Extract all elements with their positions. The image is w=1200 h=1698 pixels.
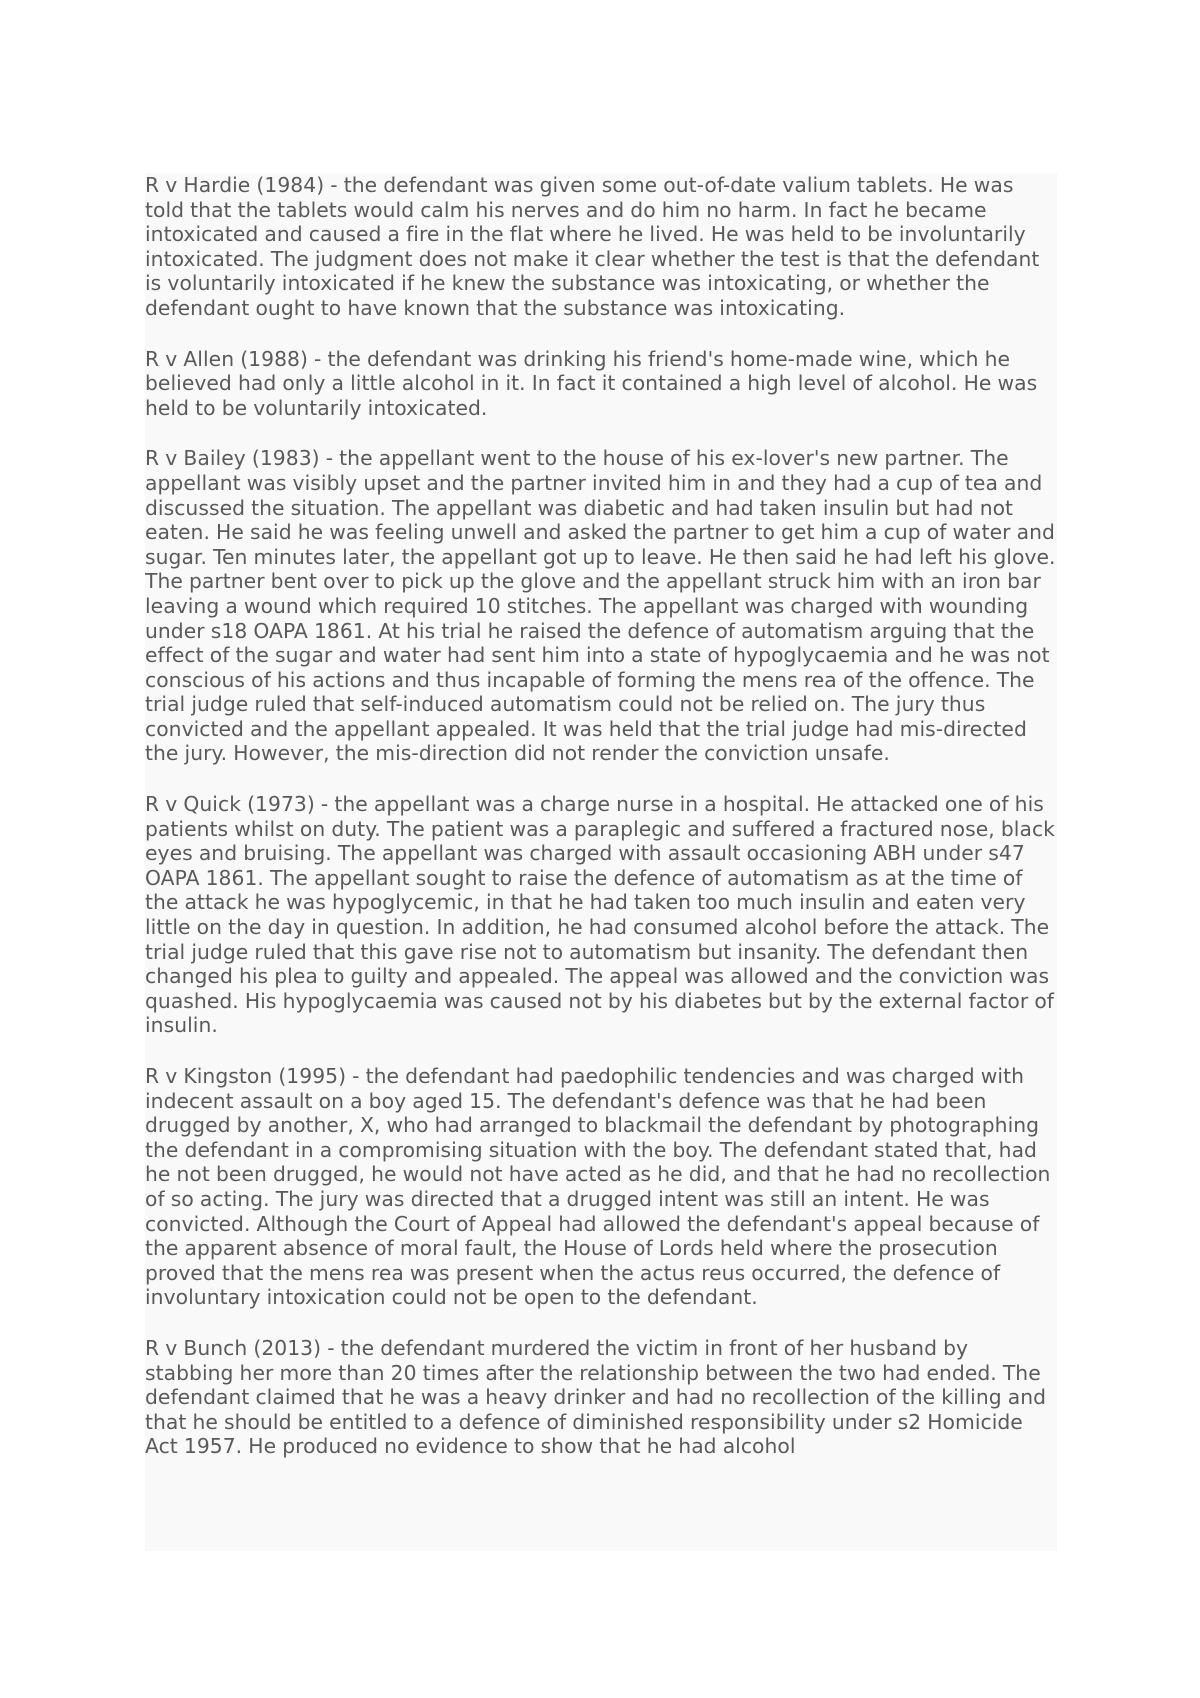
case-paragraph-bailey: R v Bailey (1983) - the appellant went to the house of his ex-lover's new partner. The appellant was visibly upset and the partner invited him in and they had a cup of tea and discussed the situation. The appellant was diabetic and had taken insulin but had not eaten. He said he was feeling unwell and asked the partner to get him a cup of water and sugar. Ten minutes later, the appellant got up to leave. He then said he had left his glove. The partner bent over to pick up the glove and the appellant struck him with an iron bar leaving a wound which required 10 stitches. The appellant was charged with wounding under s18 OAPA 1861. At his trial he raised the defence of automatism arguing that the effect of the sugar and water had sent him into a state of hypoglycaemia and he was not conscious of his actions and thus incapable of forming the mens rea of the offence. The trial judge ruled that self-induced automatism could not be relied on. The jury thus convicted and the appellant appealed. It was held that the trial judge had mis-directed the jury. However, the mis-direction did not render the conviction unsafe.: [145, 446, 1056, 766]
case-paragraph-hardie: R v Hardie (1984) - the defendant was given some out-of-date valium tablets. He was told that the tablets would calm his nerves and do him no harm. In fact he became intoxicated and caused a fire in the flat where he lived. He was held to be involuntarily intoxicated. The judgment does not make it clear whether the test is that the defendant is voluntarily intoxicated if he knew the substance was intoxicating, or whether the defendant ought to have known that the substance was intoxicating.: [145, 173, 1040, 320]
document-body: [145, 173, 1057, 1551]
case-paragraph-allen: R v Allen (1988) - the defendant was drinking his friend's home-made wine, which he believed had only a little alcohol in it. In fact it contained a high level of alcohol. He was held to be voluntarily intoxicated.: [145, 346, 1038, 420]
case-paragraph-bunch: R v Bunch (2013) - the defendant murdered the victim in front of her husband by stabbing her more than 20 times after the relationship between the two had ended. The defendant claimed that he was a heavy drinker and had no recollection of the killing and that he should be entitled to a defence of diminished responsibility under s2 Homicide Act 1957. He produced no evidence to show that he had alcohol: [145, 1335, 1047, 1459]
case-paragraph-quick: R v Quick (1973) - the appellant was a charge nurse in a hospital. He attacked one of his patients whilst on duty. The patient was a paraplegic and suffered a fractured nose, black eyes and bruising. The appellant was charged with assault occasioning ABH under s47 OAPA 1861. The appellant sought to raise the defence of automatism as at the time of the attack he was hypoglycemic, in that he had taken too much insulin and eaten very little on the day in question. In addition, he had consumed alcohol before the attack. The trial judge ruled that this gave rise not to automatism but insanity. The defendant then changed his plea to guilty and appealed. The appeal was allowed and the conviction was quashed. His hypoglycaemia was caused not by his diabetes but by the external factor of insulin.: [145, 792, 1055, 1038]
case-paragraph-kingston: R v Kingston (1995) - the defendant had paedophilic tendencies and was charged with indecent assault on a boy aged 15. The defendant's defence was that he had been drugged by another, X, who had arranged to blackmail the defendant by photographing the defendant in a compromising situation with the boy. The defendant stated that, had he not been drugged, he would not have acted as he did, and that he had no recollection of so acting. The jury was directed that a drugged intent was still an intent. He was convicted. Although the Court of Appeal had allowed the defendant's appeal because of the apparent absence of moral fault, the House of Lords held where the prosecution proved that the mens rea was present when the actus reus occurred, the defence of involuntary intoxication could not be open to the defendant.: [145, 1064, 1051, 1310]
